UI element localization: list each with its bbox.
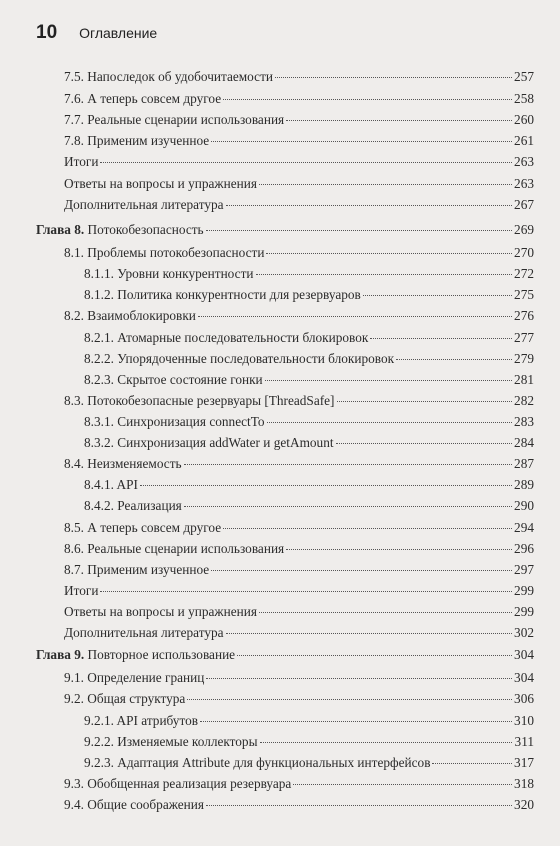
toc-page-number: 317 [514,755,534,770]
toc-page-number: 261 [514,133,534,148]
dot-leader [184,464,512,465]
toc-entry-title: 8.4.2. Реализация [84,498,182,513]
toc-entry [0,130,560,152]
dot-leader [370,338,512,339]
toc-entry [0,601,560,623]
toc-entry [0,667,560,689]
toc-page-number: 272 [514,266,534,281]
dot-leader [265,380,512,381]
dot-leader [200,721,512,722]
toc-page-number: 270 [514,245,534,260]
toc-page-number: 269 [514,222,534,237]
page-header [36,22,530,46]
toc-page-number: 276 [514,308,534,323]
page-number: 10 [36,22,58,43]
running-title: Оглавление [79,25,158,41]
toc-entry-title: Глава 8. Потокобезопасность [36,222,204,237]
dot-leader [223,528,512,529]
toc-entry-title: 8.1.2. Политика конкурентности для резервуаров [84,287,361,302]
dot-leader [211,570,512,571]
toc-entry-title: Глава 9. Повторное использование [36,647,236,662]
toc-entry [0,453,560,475]
toc-page-number: 263 [514,154,534,169]
toc-entry [0,305,560,327]
toc-entry [0,622,560,644]
toc-page-number: 281 [514,372,534,387]
toc-entry [0,580,560,602]
toc-entry-title: Дополнительная литература [64,197,224,212]
toc-entry [0,794,560,816]
toc-entry-title: 8.1.1. Уровни конкурентности [84,266,254,281]
toc-entry-title: 8.2.1. Атомарные последовательности блокировок [84,330,369,345]
toc-entry-title: 8.2.3. Скрытое состояние гонки [84,372,263,387]
toc-page-number: 299 [514,583,534,598]
dot-leader [187,699,512,700]
toc-page-number: 289 [514,477,534,492]
toc-entry-title: 9.3. Обобщенная реализация резервуара [64,776,292,791]
dot-leader [275,77,512,78]
toc-entry-title: 8.6. Реальные сценарии использования [64,541,285,556]
dot-leader [256,274,513,275]
dot-leader [100,591,512,592]
toc-entry-title: 8.3.1. Синхронизация connectTo [84,414,265,429]
dot-leader [363,295,512,296]
toc-entry-title: 7.7. Реальные сценарии использования [64,112,285,127]
toc-entry-title: 7.5. Напоследок об удобочитаемости [64,69,273,84]
dot-leader [206,230,512,231]
toc-page-number: 311 [514,734,534,749]
toc-page-number: 287 [514,456,534,471]
toc-entry [0,219,560,241]
dot-leader [259,184,512,185]
toc-page-number: 320 [514,797,534,812]
toc-entry [0,773,560,795]
toc-entry [0,411,560,433]
toc-entry-title: 8.3. Потокобезопасные резервуары [ThreadSafe] [64,393,335,408]
toc-entry-title: Ответы на вопросы и упражнения [64,604,257,619]
toc-entry-title: 8.2. Взаимоблокировки [64,308,196,323]
toc-page-number: 290 [514,498,534,513]
toc-entry-title: 8.3.2. Синхронизация addWater и getAmount [84,435,334,450]
chapter-label: Глава 8. [36,222,85,237]
toc-page-number: 279 [514,351,534,366]
toc-page-number: 258 [514,91,534,106]
dot-leader [184,506,512,507]
dot-leader [223,99,512,100]
toc-entry [0,88,560,110]
dot-leader [286,549,512,550]
toc-page-number: 296 [514,541,534,556]
toc-entry [0,517,560,539]
toc-entry-title: Дополнительная литература [64,625,224,640]
toc-page-number: 277 [514,330,534,345]
toc-page-number: 318 [514,776,534,791]
toc-entry [0,644,560,666]
toc-entry [0,109,560,131]
toc-entry [0,242,560,264]
toc-entry [0,66,560,88]
toc-entry [0,495,560,517]
dot-leader [336,443,512,444]
dot-leader [206,678,512,679]
toc-entry-title: 8.5. А теперь совсем другое [64,520,222,535]
toc-entry-title: 9.2.2. Изменяемые коллекторы [84,734,258,749]
toc-entry-title: Итоги [64,154,99,169]
dot-leader [100,162,512,163]
toc-page-number: 294 [514,520,534,535]
toc-entry [0,369,560,391]
toc-entry-title: 8.7. Применим изученное [64,562,210,577]
toc-entry [0,432,560,454]
toc-entry [0,559,560,581]
dot-leader [259,612,512,613]
toc-page-number: 282 [514,393,534,408]
toc-entry-title: 9.2.3. Адаптация Attribute для функциональных интерфейсов [84,755,431,770]
toc-entry [0,263,560,285]
toc-entry-title: 8.2.2. Упорядоченные последовательности блокировок [84,351,395,366]
toc-page-number: 263 [514,176,534,191]
toc-entry-title: 9.4. Общие соображения [64,797,204,812]
toc-entry [0,688,560,710]
toc-page-number: 297 [514,562,534,577]
toc-entry [0,390,560,412]
toc-entry [0,173,560,195]
dot-leader [140,485,512,486]
toc-entry [0,731,560,753]
dot-leader [396,359,512,360]
toc-entry [0,151,560,173]
toc-entry-title: 7.8. Применим изученное [64,133,210,148]
dot-leader [237,655,512,656]
dot-leader [206,805,512,806]
toc-page-number: 310 [514,713,534,728]
dot-leader [198,316,512,317]
toc-entry [0,752,560,774]
dot-leader [211,141,512,142]
toc-page-number: 302 [514,625,534,640]
toc-entry [0,284,560,306]
toc-entry-title: 9.1. Определение границ [64,670,205,685]
dot-leader [286,120,512,121]
toc-entry [0,327,560,349]
toc-entry-title: Итоги [64,583,99,598]
chapter-label: Глава 9. [36,647,85,662]
toc-entry-title: 7.6. А теперь совсем другое [64,91,222,106]
dot-leader [267,422,512,423]
dot-leader [226,633,512,634]
dot-leader [260,742,512,743]
toc-entry [0,194,560,216]
toc-page-number: 267 [514,197,534,212]
toc-entry [0,348,560,370]
toc-page-number: 260 [514,112,534,127]
toc-entry-title: Ответы на вопросы и упражнения [64,176,257,191]
toc-entry-title: 9.2.1. API атрибутов [84,713,199,728]
dot-leader [293,784,512,785]
toc-entry [0,538,560,560]
toc-entry-title: 8.4.1. API [84,477,138,492]
dot-leader [266,253,512,254]
toc-entry-title: 8.1. Проблемы потокобезопасности [64,245,265,260]
toc-page-number: 283 [514,414,534,429]
dot-leader [337,401,513,402]
toc-page-number: 304 [514,647,534,662]
toc-entry [0,710,560,732]
toc-page-number: 257 [514,69,534,84]
toc-page-number: 299 [514,604,534,619]
toc-entry [0,474,560,496]
toc-page-number: 284 [514,435,534,450]
toc-page-number: 306 [514,691,534,706]
toc-page-number: 275 [514,287,534,302]
toc-entry-title: 9.2. Общая структура [64,691,186,706]
dot-leader [432,763,512,764]
toc-entry-title: 8.4. Неизменяемость [64,456,182,471]
dot-leader [226,205,512,206]
toc-page-number: 304 [514,670,534,685]
